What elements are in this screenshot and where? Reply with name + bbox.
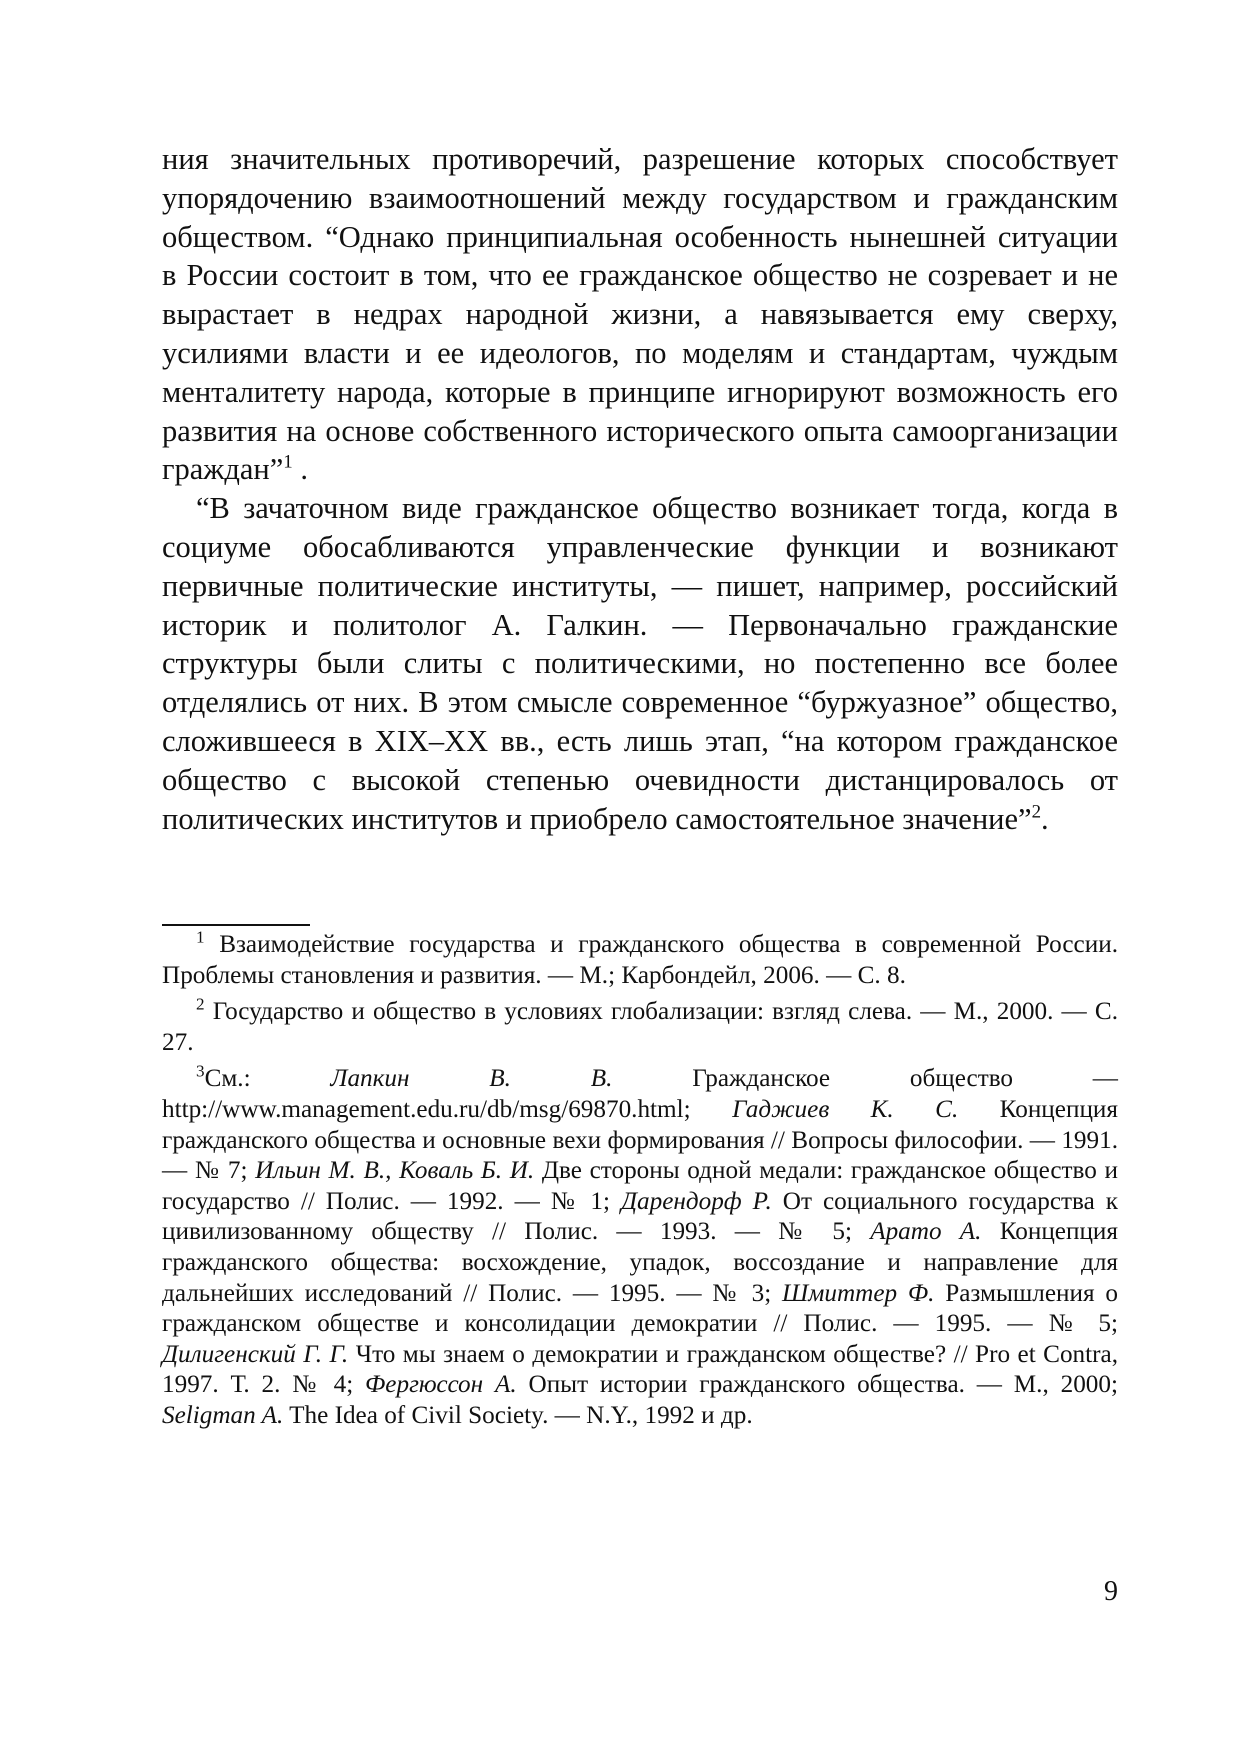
footnote-number: 1 (196, 927, 205, 947)
paragraph-2-end: . (1041, 801, 1049, 836)
footnotes (162, 927, 1119, 1438)
footnote-segment: Размышления о гражданском обществе и консолидации демократии // Полис. — 1995. — № 5; (162, 1279, 1118, 1338)
cited-author: Seligman A. (162, 1401, 284, 1429)
cited-author: Гаджиев К. С. (732, 1095, 959, 1123)
footnote-text: Государство и общество в условиях глобализации: взгляд слева. — М., 2000. — С. 27. (162, 998, 1118, 1056)
footnote-number: 2 (196, 994, 205, 1014)
page-number: 9 (1104, 1576, 1118, 1607)
footnote-segment: От социального государства к цивилизованному обществу // Полис. — 1993. — № 5; (162, 1187, 1119, 1246)
cited-author: Фергюссон А. (365, 1371, 517, 1399)
footnote-segment: Гражданское общество — http://www.management.edu.ru/db/msg/69870.html; (162, 1065, 1118, 1123)
footnote-segment: Концепция гражданского общества: восхождение, упадок, воссоздание и направление для дальнейших исследований // Полис. — 1995. — № 3; (162, 1218, 1118, 1307)
paragraph-1 (162, 140, 1118, 489)
footnote-3 (162, 1061, 1119, 1431)
footnote-segment: Опыт истории гражданского общества. — М., 2000; (516, 1371, 1118, 1399)
footnote-segment: См.: (204, 1065, 331, 1093)
paragraph-1-end: . (292, 452, 308, 487)
footnote-segment: Что мы знаем о демократии и гражданском обществе? // Pro et Contra, 1997. Т. 2. № 4; (162, 1340, 1118, 1399)
footnote-segment: Две стороны одной медали: гражданское общество и государство // Полис. — 1992. — № 1; (162, 1157, 1119, 1215)
cited-author: Дарендорф Р. (620, 1187, 772, 1215)
paragraph-2 (162, 489, 1118, 838)
paragraph-2-text: “В зачаточном виде гражданское общество возникает тогда, когда в социуме обосабливаются управленческие функции и возникают первичные политические институты, — пишет, например, российский историк и политолог А. Галкин. — Первоначально гражданские структуры были слиты с политическими, но постепенно все более отделялись от них. В этом смысле современное “буржуазное” общество, сложившееся в XIX–XX вв., есть лишь этап, “на котором гражданское общество с высокой степенью очевидности дистанцировалось от политических институтов и приобрело самостоятельное значение” (162, 491, 1118, 836)
footnote-divider (162, 924, 310, 926)
cited-author: Лапкин В. В. (330, 1065, 613, 1093)
footnote-3-body (162, 1065, 1118, 1429)
footnote-segment: Концепция гражданского общества и основные вехи формирования // Вопросы философии. — 1991. — № 7; (162, 1095, 1118, 1185)
cited-author: Ильин М. В., Коваль Б. И. (255, 1157, 535, 1185)
cited-author: Арато А. (870, 1218, 982, 1246)
footnote-text: Взаимодействие государства и гражданского общества в современной России. Проблемы становления и развития. — М.; Карбондейл, 2006. — С. 8. (162, 931, 1118, 989)
footnote-segment: The Idea of Civil Society. — N.Y., 1992 и др. (283, 1401, 753, 1429)
cited-author: Дилигенский Г. Г. (162, 1340, 349, 1368)
footnote-ref-1: 1 (283, 451, 293, 473)
footnote-number: 3 (196, 1061, 205, 1081)
main-text (162, 140, 1118, 838)
footnote-2 (162, 994, 1118, 1058)
footnote-ref-2: 2 (1031, 800, 1042, 822)
cited-author: Шмиттер Ф. (782, 1279, 935, 1307)
footnote-1 (162, 927, 1118, 991)
paragraph-1-text: ния значительных противоречий, разрешение которых способствует упорядочению взаимоотношений между государством и гражданским обществом. “Однако принципиальная особенность нынешней ситуации в России состоит в том, что ее гражданское общество не созревает и не вырастает в недрах народной жизни, а навязывается ему сверху, усилиями власти и ее идеологов, по моделям и стандартам, чуждым менталитету народа, которые в принципе игнорируют возможность его развития на основе собственного исторического опыта самоорганизации граждан” (162, 142, 1118, 487)
